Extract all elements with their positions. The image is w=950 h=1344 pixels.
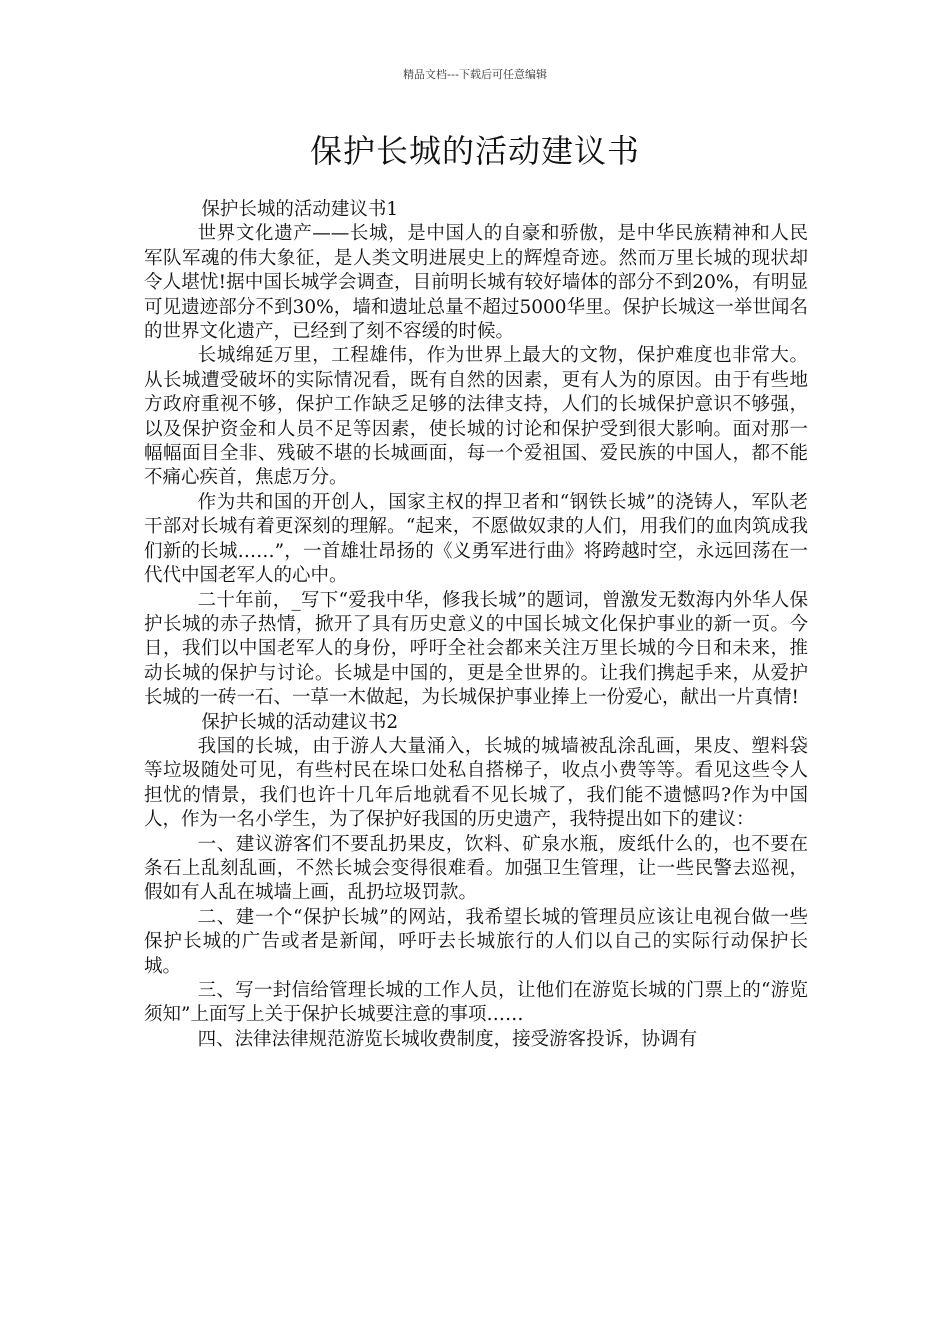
paragraph: 二、建一个“保护长城”的网站，我希望长城的管理员应该让电视台做一些保护长城的广告或者是新闻，呼吁去长城旅行的人们以自己的实际行动保护长城。: [144, 906, 808, 977]
paragraph: 作为共和国的开创人，国家主权的捍卫者和“钢铁长城”的浇铸人，军队老干部对长城有着更深刻的理解。“起来，不愿做奴隶的人们，用我们的血肉筑成我们新的长城……”，一首雄壮昂扬的《义勇军进行曲》将跨越时空，永远回荡在一代代中国老军人的心中。: [144, 491, 808, 587]
paragraph: 一、建议游客们不要乱扔果皮，饮料、矿泉水瓶，废纸什么的，也不要在条石上乱刻乱画，不然长城会变得很难看。加强卫生管理，让一些民警去巡视，假如有人乱在城墙上画，乱扔垃圾罚款。: [144, 833, 808, 904]
section-heading: 保护长城的活动建议书1: [201, 199, 399, 220]
paragraph: 四、法律法律规范游览长城收费制度，接受游客投诉，协调有: [197, 1028, 698, 1050]
paragraph: 二十年前，_写下“爱我中华，修我长城”的题词，曾激发无数海内外华人保护长城的赤子热情，掀开了具有历史意义的中国长城文化保护事业的新一页。今日，我们以中国老军人的身份，呼吁全社会都来关注万里长城的今日和未来，推动长城的保护与讨论。长城是中国的，更是全世界的。让我们携起手来，从爱护长城的一砖一石、一草一木做起，为长城保护事业捧上一份爱心，献出一片真情!: [144, 589, 808, 709]
paragraph: 我国的长城，由于游人大量涌入，长城的城墙被乱涂乱画，果皮、塑料袋等垃圾随处可见，有些村民在垛口处私自搭梯子，收点小费等等。看见这些令人担忧的情景，我们也许十几年后地就看不见长城了，我们能不遗憾吗?作为中国人，作为一名小学生，为了保护好我国的历史遗产，我特提出如下的建议：: [144, 735, 808, 831]
paragraph: 世界文化遗产——长城，是中国人的自豪和骄傲，是中华民族精神和人民军队军魂的伟大象征，是人类文明进展史上的辉煌奇迹。然而万里长城的现状却令人堪忧!据中国长城学会调查，目前明长城有较好墙体的部分不到20%，有明显可见遗迹部分不到30%，墙和遗址总量不超过5000华里。保护长城这一举世闻名的世界文化遗产，已经到了刻不容缓的时候。: [144, 223, 808, 343]
paragraph: 长城绵延万里，工程雄伟，作为世界上最大的文物，保护难度也非常大。从长城遭受破坏的实际情况看，既有自然的因素，更有人为的原因。由于有些地方政府重视不够，保护工作缺乏足够的法律支持，人们的长城保护意识不够强，以及保护资金和人员不足等因素，使长城的讨论和保护受到很大影响。面对那一幅幅面目全非、残破不堪的长城画面，每一个爱祖国、爱民族的中国人，都不能不痛心疾首，焦虑万分。: [144, 345, 808, 489]
document-body: [144, 198, 808, 1052]
section-heading: 保护长城的活动建议书2: [201, 711, 399, 733]
page-header: 精品文档---下载后可任意编辑: [403, 68, 547, 81]
paragraph: 三、写一封信给管理长城的工作人员，让他们在游览长城的门票上的“游览须知”上面写上关于保护长城要注意的事项……: [144, 980, 808, 1026]
document-title: 保护长城的活动建议书: [309, 132, 640, 170]
